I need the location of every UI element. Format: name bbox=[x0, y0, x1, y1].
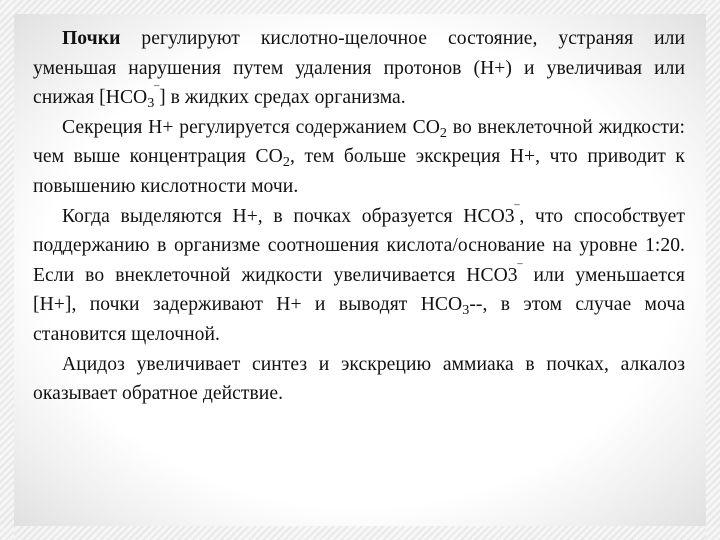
paragraph-text: Ацидоз увеличивает синтез и экскрецию аммиака в почках, алкалоз оказывает обратное действие. bbox=[33, 353, 685, 405]
paragraph-text: регулируют кислотно-щелочное состояние, устраняя или уменьшая нарушения путем удаления протонов (Н+) и увеличивая или снижая [НСО bbox=[33, 28, 685, 109]
decorative-border-left bbox=[0, 0, 14, 540]
superscript: ‾ bbox=[517, 262, 523, 279]
superscript: ‾ bbox=[514, 203, 520, 220]
subscript: 2 bbox=[439, 125, 448, 141]
paragraph-acidosis-alkalosis bbox=[33, 350, 685, 409]
subscript: 3 bbox=[147, 95, 155, 112]
decorative-border-bottom bbox=[0, 526, 720, 540]
slide-text-body bbox=[33, 24, 685, 409]
paragraph-text: , тем больше экскреция Н+, что приводит к повышению кислотности мочи. bbox=[33, 146, 685, 197]
paragraph-text: Когда выделяются Н+, в почках образуется НСО3 bbox=[62, 205, 515, 227]
paragraph-text: --, в этом случае моча становится щелочной. bbox=[33, 294, 685, 345]
decorative-border-right bbox=[706, 0, 720, 540]
paragraph-text: во внеклеточной жидкости: чем выше концентрация СО bbox=[33, 116, 686, 168]
paragraph-text: или уменьшается [Н+], почки задерживают Н+ и выводят НСО bbox=[33, 264, 685, 316]
decorative-border-top bbox=[0, 0, 720, 14]
paragraph-kidney-regulation bbox=[33, 24, 685, 113]
paragraph-h-secretion bbox=[33, 113, 685, 202]
paragraph-bicarbonate-formation bbox=[33, 202, 685, 350]
paragraph-text: Секреция Н+ регулируется содержанием СО bbox=[62, 116, 440, 138]
superscript: ‾ bbox=[154, 84, 160, 101]
lead-term-kidneys: Почки bbox=[62, 28, 121, 49]
subscript: 2 bbox=[282, 154, 290, 171]
paragraph-text: ] в жидких средах организма. bbox=[159, 87, 406, 109]
subscript: 3 bbox=[462, 302, 470, 319]
paragraph-text: , что способствует поддержанию в организме соотношения кислота/основание на уровне 1:20. Если во внеклеточной жидкости увеличивается НСО3 bbox=[33, 205, 686, 286]
